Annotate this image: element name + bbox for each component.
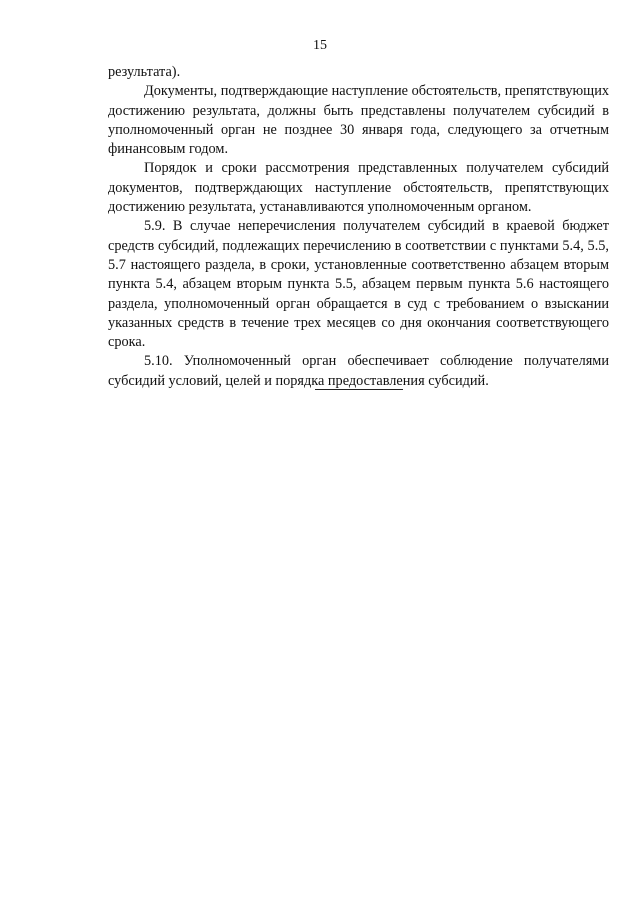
paragraph-clause-5-9: 5.9. В случае неперечисления получателем субсидий в краевой бюджет средств субсидий, подлежащих перечислению в соответствии с пунктами 5.4, 5.5, 5.7 настоящего раздела, в сроки, установленные соответственно абзацем вторым пункта 5.4, абзацем вторым пункта 5.5, абзацем первым пункта 5.6 настоящего раздела, уполномоченный орган обращается в суд с требованием о взыскании указанных средств в течение трех месяцев со дня окончания соответствующего срока.	[108, 218, 609, 351]
paragraph-continuation: результата).	[108, 64, 181, 80]
document-body	[108, 63, 609, 391]
end-divider-line	[315, 389, 403, 390]
paragraph-procedure-terms: Порядок и сроки рассмотрения представленных получателем субсидий документов, подтверждающих наступление обстоятельств, препятствующих достижению результата, устанавливаются уполномоченным органом.	[108, 160, 609, 216]
page-number: 15	[313, 38, 327, 53]
paragraph-clause-5-10: 5.10. Уполномоченный орган обеспечивает соблюдение получателями субсидий условий, целей и порядка предоставления субсидий.	[108, 353, 609, 389]
paragraph-documents-obstacles: Документы, подтверждающие наступление обстоятельств, препятствующих достижению результата, должны быть представлены получателем субсидий в уполномоченный орган не позднее 30 января года, следующего за отчетным финансовым годом.	[108, 83, 609, 158]
